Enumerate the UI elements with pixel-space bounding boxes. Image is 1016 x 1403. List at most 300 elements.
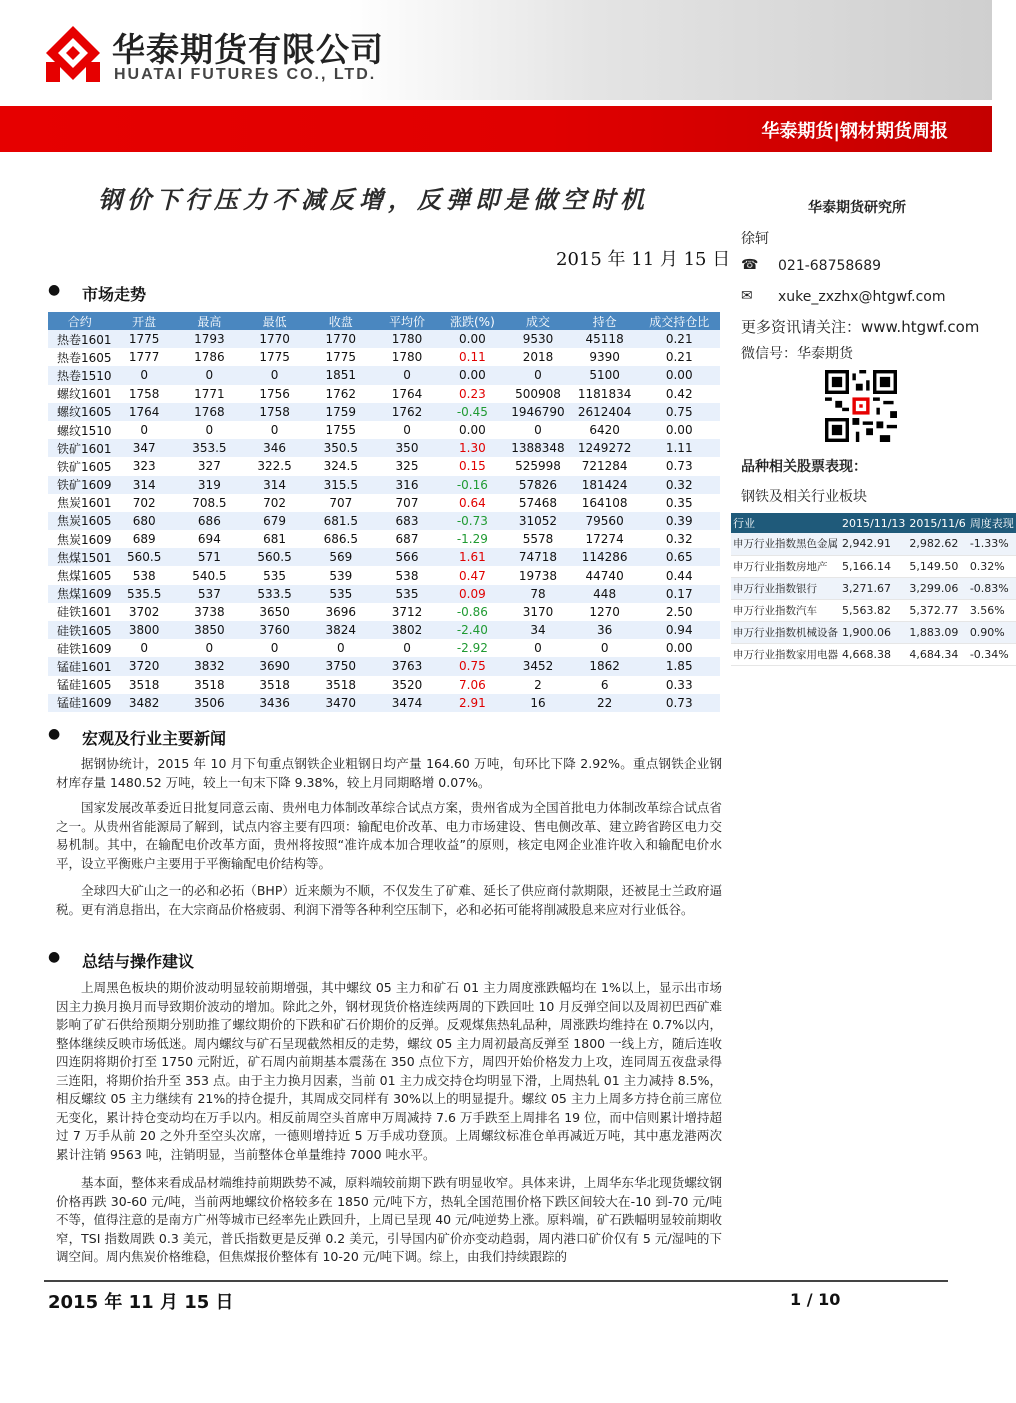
market-cell: 3802 [374,621,439,639]
market-cell: 347 [112,439,177,457]
market-cell: 2612404 [571,403,639,421]
footer-divider [44,1280,948,1282]
market-cell: 0 [403,423,411,438]
market-cell-contract: 铁矿1609 [48,476,112,494]
market-cell-contract: 焦炭1609 [57,532,112,547]
market-cell: 0 [534,641,542,656]
market-cell: 1.61 [440,548,505,566]
market-header-low: 最低 [242,312,307,330]
wechat-id: 微信号：华泰期货 [741,346,853,362]
market-cell: 0 [403,641,411,656]
market-cell: 2018 [522,350,554,365]
news-paragraph: 据钢协统计，2015 年 10 月下旬重点钢铁企业粗钢日均产量 164.60 万吨，旬环比下降 2.92%。重点钢铁企业钢材库存量 1480.52 万吨，较上一旬末下降 9.38%，较上月同期略增 0.07%。 [56,756,722,790]
stock-cell: 3.56% [968,599,1016,621]
market-cell: 3750 [307,657,374,675]
market-cell: 1756 [259,386,290,401]
market-cell: 3482 [112,694,177,712]
market-cell: 1775 [259,350,290,365]
market-cell: 3520 [391,677,423,692]
market-cell: 3470 [307,694,374,712]
market-table-row [48,694,720,712]
market-cell: 535 [263,568,287,583]
market-cell: 537 [177,585,242,603]
market-cell: 79560 [571,512,639,530]
qr-code-icon [825,370,897,442]
market-cell: 0.39 [638,512,720,530]
stock-cell-industry: 申万行业指数家用电器 [731,643,840,665]
market-cell: 0.00 [638,366,720,384]
market-cell: 1775 [112,330,177,348]
market-cell: 1.11 [638,439,720,457]
market-cell: 0.17 [638,585,720,603]
market-cell: 0.94 [638,621,720,639]
market-cell: 0.64 [459,495,486,510]
mail-icon: ✉ [741,288,753,304]
market-cell: 0 [242,366,307,384]
market-cell: 1270 [589,604,620,619]
market-cell: 1775 [325,350,357,365]
market-cell-contract: 焦煤1609 [48,585,112,603]
stock-table-body [731,533,1016,665]
market-cell: 0.33 [665,677,693,692]
stock-cell-industry: 申万行业指数银行 [731,577,840,599]
market-cell: 5100 [571,366,639,384]
stock-cell: -0.83% [968,577,1016,599]
market-cell: 1793 [177,330,242,348]
bullet-icon: ● [48,282,61,298]
market-cell: 0.00 [665,641,693,656]
market-cell: 1862 [571,657,639,675]
stock-cell: -0.34% [968,643,1016,665]
market-cell: 3850 [177,621,242,639]
stock-table-row [731,643,1016,665]
market-cell: 707 [329,495,353,510]
market-cell: 316 [374,476,439,494]
market-cell: 3696 [325,604,357,619]
stock-cell: 2,982.62 [907,533,967,555]
market-cell: 9530 [505,330,571,348]
market-cell: 681 [263,532,287,547]
market-cell: 0.73 [665,459,693,474]
market-cell: 0.21 [638,330,720,348]
market-cell: -1.29 [456,532,488,547]
market-cell-contract: 热卷1510 [48,366,112,384]
market-cell-contract: 焦炭1605 [48,512,112,530]
stock-cell: 3,299.06 [907,577,967,599]
stock-cell: 0.90% [968,621,1016,643]
market-cell: 181424 [571,476,639,494]
market-cell: 327 [197,459,221,474]
stock-table-row [731,533,1016,555]
market-cell: 0 [140,641,148,656]
market-cell: 3763 [374,657,439,675]
market-header-open: 开盘 [112,312,177,330]
market-cell: 3518 [194,677,225,692]
market-cell: 0.00 [440,330,505,348]
market-cell: 538 [395,568,419,583]
market-cell: 3690 [242,657,307,675]
market-cell: 322.5 [257,459,292,474]
stock-cell: 4,684.34 [907,643,967,665]
market-cell-contract: 焦煤1501 [48,548,112,566]
market-cell: 3436 [242,694,307,712]
market-table-row [48,348,720,366]
stock-cell: 1,900.06 [840,621,907,643]
market-table-row [48,548,720,566]
stock-cell-industry: 申万行业指数汽车 [731,599,840,621]
market-cell: 0 [270,423,279,438]
stock-cell: 5,166.14 [840,555,907,577]
analyst-email[interactable]: xuke_zxzhx@htgwf.com [778,289,946,305]
market-cell: 3824 [307,621,374,639]
market-header-oi: 持仓 [571,312,639,330]
summary-paragraph: 上周黑色板块的期价波动明显较前期增强，其中螺纹 05 主力和矿石 01 主力周度涨跌幅均在 1%以上，显示出市场因主力换月换月而导致期价波动的增加。除此之外，钢材现货价格连续两周的下跌回吐 10 月反弹空间以及周初巴西矿难影响了矿石供给预期分别助推了螺纹期价的下跌和矿石价期价的反弹。反观煤焦热轧品种，周涨跌均维持在 0.7%以内，整体继续反映市场低迷。周内螺纹与矿石呈现截然相反的走势，螺纹 05 主力周初最高反弹至 1800 一线上方，随后连收四连阴将期价打至 1750 元附近，矿石周内前期基本震荡在 350 点位下方，周四开始价格发力上攻，连同周五夜盘录得三连阳，将期价抬升至 353 点。由于主力换月因素，当前 01 主力成交持仓均明显下滑，上周热轧 01 主力减持 8.5%，相反螺纹 05 主力继续有 21%的持仓提升，其周成交同样有 30%以上的明显提升。螺纹 05 主力上周多方持仓前三席位无变化，累计持仓变动均在万手以内。相反前周空头首席申万周减持 7.6 万手跌至上周排名 19 位，而中信则累计增持超过 7 万手从前 20 之外升至空头次席，一德则增持近 5 万手成功登顶。上周螺纹标准仓单再减近万吨，其中惠龙港两次累计注销 9563 吨，注销明显，当前整体仓单量维持 7000 吨水平。 [56,980,722,1162]
market-cell: -2.40 [440,621,505,639]
market-cell: 0.35 [665,495,693,510]
market-cell-contract: 硅铁1601 [57,605,112,620]
market-cell: 0.32 [638,476,720,494]
market-cell: 3720 [112,657,177,675]
market-cell: 3800 [112,621,177,639]
analyst-name: 徐轲 [741,231,769,247]
market-cell: 539 [329,568,353,583]
market-header-change: 涨跌(%) [440,312,505,330]
market-table-row [48,621,720,639]
market-cell-contract: 热卷1601 [48,330,112,348]
market-cell-contract: 硅铁1609 [57,641,112,656]
market-cell: 1755 [325,423,357,438]
market-cell: 1758 [242,403,307,421]
market-cell: 3518 [325,677,357,692]
market-cell: 1764 [112,403,177,421]
stock-table-row [731,621,1016,643]
market-cell: 0 [112,366,177,384]
market-cell: -0.73 [440,512,505,530]
market-cell: 314 [112,476,177,494]
market-cell-contract: 螺纹1605 [48,403,112,421]
market-cell-contract: 焦煤1605 [57,569,112,584]
market-cell: 2.50 [665,604,693,619]
market-cell: 0.65 [638,548,720,566]
market-cell: 114286 [571,548,639,566]
market-cell: 535.5 [112,585,177,603]
market-cell: 325 [395,459,419,474]
market-cell: 448 [571,585,639,603]
market-cell: 540.5 [192,568,227,583]
market-table-row [48,366,720,384]
market-cell: 0 [177,366,242,384]
summary-paragraph: 基本面，整体来看成品材端维持前期跌势不减，原料端较前期下跌有明显收窄。具体来讲，上周华东华北现货螺纹钢价格再跌 30-60 元/吨，当前两地螺纹价格较多在 1850 元/吨下方，热轧全国范围价格下跌区间较大在-10 到-70 元/吨不等，值得注意的是南方广州等城市已经率先止跌回升，上周已呈现 40 元/吨逆势上涨。原料端，矿石跌幅明显较前期收窄，TSI 指数周跌 0.3 美元，普氏指数更是反弹 0.2 美元，引导国内矿价亦变动趋弱，周内港口矿价仅有 5 元/湿吨的下调空间。周内焦炭价格维稳，但焦煤报价整体有 10-20 元/吨下调。综上，由我们持续跟踪的 [56,1175,722,1264]
market-cell: 1.85 [638,657,720,675]
market-cell: 3702 [128,604,160,619]
market-table-body [48,330,720,712]
market-cell: 1786 [194,350,225,365]
market-header-contract: 合约 [48,312,112,330]
section-title-market: 市场走势 [82,285,147,304]
market-cell: 1388348 [505,439,571,457]
market-cell: 74718 [505,548,571,566]
market-cell: 45118 [571,330,639,348]
market-table-row [48,403,720,421]
report-title: 钢价下行压力不减反增，反弹即是做空时机 [98,185,649,214]
stock-cell-industry: 申万行业指数房地产 [731,555,840,577]
market-cell: 3518 [128,677,160,692]
market-cell: 1770 [307,330,374,348]
market-cell: 78 [505,585,571,603]
market-table-header-row [48,312,720,330]
market-cell: 6420 [589,423,620,438]
market-cell: -2.92 [456,641,488,656]
market-cell: 0 [374,366,439,384]
market-cell: 535 [307,585,374,603]
market-cell: 36 [571,621,639,639]
market-cell: 0 [270,641,279,656]
stock-cell: 3,271.67 [840,577,907,599]
market-cell: 3452 [505,657,571,675]
market-cell: 2.91 [440,694,505,712]
stock-header-industry: 行业 [731,513,840,533]
market-cell: 0.00 [665,423,693,438]
stock-cell: 5,563.82 [840,599,907,621]
market-cell: 0.75 [440,657,505,675]
market-table [48,312,720,712]
section-title-news: 宏观及行业主要新闻 [82,729,227,748]
market-cell: 571 [177,548,242,566]
market-cell: 707 [395,495,419,510]
market-cell: 0 [205,423,214,438]
stock-header-date2: 2015/11/6 [907,513,967,533]
market-cell: 346 [242,439,307,457]
market-table-row [48,639,720,657]
stock-cell: 2,942.91 [840,533,907,555]
stock-header-change: 周度表现 [968,513,1016,533]
market-cell: 0.15 [459,459,486,474]
market-cell: 0.32 [665,532,693,547]
market-cell: 1780 [391,350,423,365]
market-cell: 686.5 [323,532,358,547]
footer-date: 2015 年 11 月 15 日 [48,1292,234,1313]
stock-table-row [731,599,1016,621]
market-table-row [48,657,720,675]
market-cell: 538 [132,568,156,583]
market-cell: 0.00 [440,366,505,384]
market-cell: 679 [242,512,307,530]
market-cell: 19738 [518,568,558,583]
analyst-phone: 021-68758689 [778,258,882,274]
market-cell: 569 [307,548,374,566]
market-cell: 702 [263,495,287,510]
market-cell: 1777 [128,350,160,365]
market-header-volume: 成交 [505,312,571,330]
market-cell: 319 [177,476,242,494]
stock-performance-table [731,513,1016,666]
market-table-row [48,676,720,694]
market-cell: 1762 [374,403,439,421]
market-cell: 0.47 [459,568,486,583]
market-header-ratio: 成交持仓比 [638,312,720,330]
market-cell: 3760 [242,621,307,639]
market-cell: 0 [600,641,609,656]
institute-name: 华泰期货研究所 [808,200,906,216]
market-table-row [48,603,720,621]
market-cell: 0.23 [459,386,486,401]
market-cell: 1762 [325,386,357,401]
market-cell: 1851 [307,366,374,384]
market-cell: 3712 [391,604,423,619]
stock-cell: 0.32% [968,555,1016,577]
report-date: 2015 年 11 月 15 日 [556,249,731,270]
market-cell: 323 [132,459,156,474]
market-cell: 1249272 [571,439,639,457]
market-cell: 708.5 [192,495,227,510]
market-cell: 1764 [391,386,423,401]
market-cell: 0.75 [638,403,720,421]
market-table-row [48,585,720,603]
page-number: 1 / 10 [790,1290,841,1309]
market-cell: 350.5 [307,439,374,457]
market-cell: 500908 [515,386,561,401]
market-cell: 535 [374,585,439,603]
market-table-row [48,512,720,530]
market-cell-contract: 焦炭1601 [57,496,112,511]
market-cell-contract: 硅铁1605 [48,621,112,639]
market-cell: 44740 [585,568,624,583]
market-table-row [48,566,720,584]
market-cell: 683 [374,512,439,530]
market-cell: 0.09 [440,585,505,603]
market-table-row [48,494,720,512]
market-header-avg: 平均价 [374,312,439,330]
news-paragraph: 国家发展改革委近日批复同意云南、贵州电力体制改革综合试点方案，贵州省成为全国首批电力体制改革综合试点省之一。从贵州省能源局了解到，试点内容主要有四项：输配电价改革、电力市场建设、售电侧改革、建立跨省跨区电力交易机制。其中，在输配电价改革方面，贵州将按照“准许成本加合理收益”的原则，核定电网企业准许收入和输配电价水平，设立平衡账户主要用于平衡输配电价结构等。 [56,800,722,871]
market-table-row [48,330,720,348]
market-cell: 687 [395,532,419,547]
market-cell: 1780 [374,330,439,348]
market-cell: 566 [374,548,439,566]
market-cell: 1771 [194,386,225,401]
market-cell: 533.5 [242,585,307,603]
market-cell: 1946790 [505,403,571,421]
stock-table-header-row [731,513,1016,533]
section-title-summary: 总结与操作建议 [82,952,195,971]
market-cell: 0 [205,641,214,656]
market-cell: 702 [132,495,156,510]
stock-section-subheading: 钢铁及相关行业板块 [741,489,867,505]
market-cell: -0.86 [456,604,488,619]
market-cell: 57826 [505,476,571,494]
market-cell: 0 [336,641,345,656]
market-table-row [48,476,720,494]
stock-section-heading: 品种相关股票表现： [741,459,867,475]
market-cell: 1768 [177,403,242,421]
market-cell: 9390 [589,350,620,365]
market-cell: 22 [571,694,639,712]
stock-cell: 1,883.09 [907,621,967,643]
market-cell: 6 [600,677,609,692]
market-cell: 525998 [515,459,561,474]
market-cell-contract: 锰硅1601 [48,657,112,675]
market-cell: 3474 [374,694,439,712]
market-cell: 3518 [259,677,290,692]
market-cell: 34 [505,621,571,639]
market-cell: 560.5 [242,548,307,566]
market-cell: 350 [374,439,439,457]
market-cell: 0 [534,423,542,438]
market-cell: 686 [177,512,242,530]
market-cell: 560.5 [112,548,177,566]
market-cell: -0.45 [440,403,505,421]
market-header-close: 收盘 [307,312,374,330]
news-paragraph: 全球四大矿山之一的必和必拓（BHP）近来颇为不顺，不仅发生了矿难、延长了供应商付款期限，还被昆士兰政府逼税。更有消息指出，在大宗商品价格疲弱、利润下滑等各种利空压制下，必和必拓可能将削减股息来应对行业低谷。 [56,883,722,917]
bullet-icon: ● [48,726,61,742]
market-cell: 0.73 [638,694,720,712]
market-table-row [48,385,720,403]
market-cell: 16 [505,694,571,712]
market-cell: 17274 [585,532,624,547]
market-cell: 0.21 [665,350,693,365]
market-cell: 0 [505,366,571,384]
market-cell: 1.30 [440,439,505,457]
phone-icon: ☎ [741,257,759,273]
company-logo-icon [44,24,102,84]
market-cell: 1770 [242,330,307,348]
market-cell: 0.00 [459,423,486,438]
market-cell-contract: 铁矿1601 [48,439,112,457]
market-cell: 3170 [522,604,554,619]
market-cell: 314 [242,476,307,494]
market-cell: 689 [132,532,156,547]
stock-cell: 4,668.38 [840,643,907,665]
more-info-link[interactable]: 更多资讯请关注：www.htgwf.com [741,318,980,336]
stock-table-row [731,555,1016,577]
market-cell: 0.42 [665,386,693,401]
market-cell: 1759 [307,403,374,421]
report-tag: 华泰期货|钢材期货周报 [761,121,948,142]
market-cell: 3506 [177,694,242,712]
market-cell: 0 [140,423,148,438]
market-cell-contract: 热卷1605 [57,350,112,365]
market-cell: 324.5 [323,459,358,474]
market-cell-contract: 锰硅1605 [57,678,112,693]
market-cell: 3832 [177,657,242,675]
market-cell-contract: 螺纹1601 [57,387,112,402]
market-cell: 315.5 [307,476,374,494]
stock-cell: 5,149.50 [907,555,967,577]
market-table-row [48,439,720,457]
stock-cell-industry: 申万行业指数机械设备 [731,621,840,643]
market-cell: 721284 [581,459,628,474]
market-cell: 57468 [518,495,558,510]
stock-cell: 5,372.77 [907,599,967,621]
market-cell: -0.16 [440,476,505,494]
market-table-row [48,530,720,548]
market-cell: 164108 [581,495,628,510]
market-cell: 1758 [128,386,160,401]
market-header-high: 最高 [177,312,242,330]
market-table-row [48,457,720,475]
bullet-icon: ● [48,949,61,965]
stock-cell-industry: 申万行业指数黑色金属 [731,533,840,555]
market-cell: 353.5 [177,439,242,457]
market-cell: 681.5 [307,512,374,530]
market-cell: 31052 [505,512,571,530]
market-cell: 0.44 [665,568,693,583]
market-cell: 694 [197,532,221,547]
company-name-cn: 华泰期货有限公司 [112,30,384,69]
stock-table-row [731,577,1016,599]
market-cell: 3738 [194,604,225,619]
market-cell: 5578 [522,532,554,547]
market-cell: 7.06 [459,677,486,692]
